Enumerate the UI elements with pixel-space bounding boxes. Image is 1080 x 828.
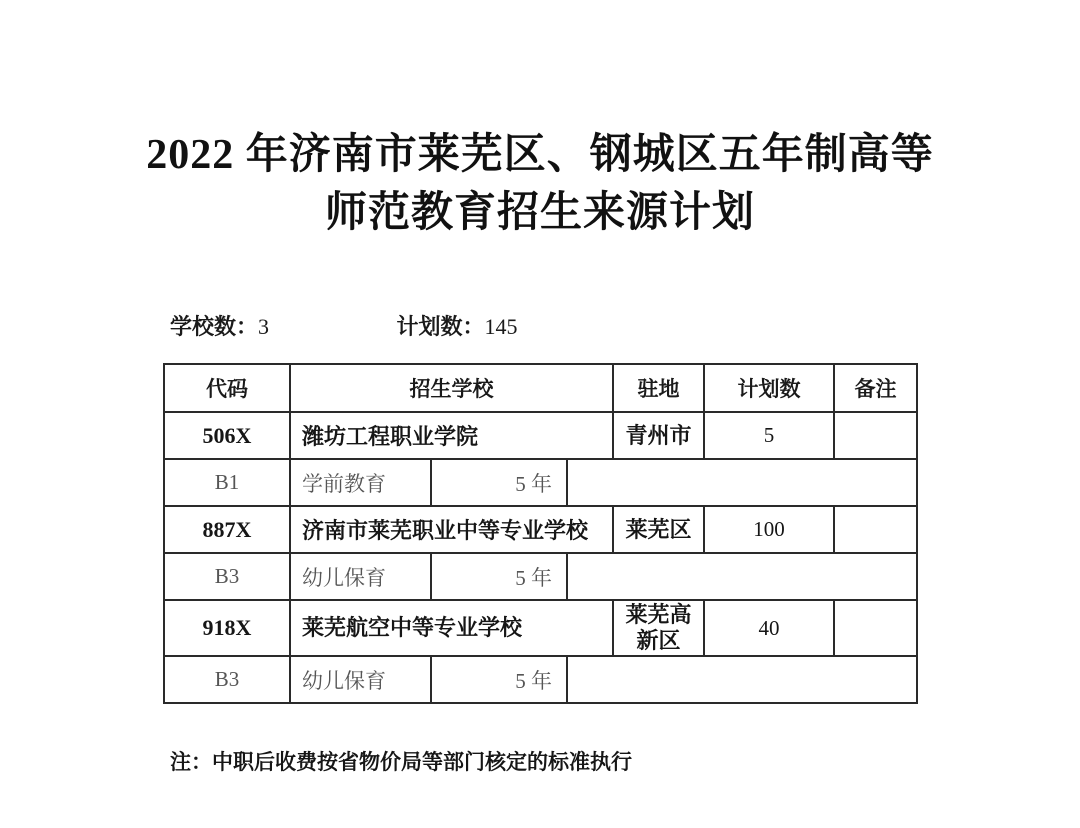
header-code: 代码 xyxy=(164,364,290,412)
table-header-row xyxy=(164,364,917,412)
page-title-line1: 2022 年济南市莱芜区、钢城区五年制高等 xyxy=(146,132,934,178)
plan-cell: 5 xyxy=(704,412,834,459)
school-name-cell: 潍坊工程职业学院 xyxy=(290,412,613,459)
code-cell: 887X xyxy=(164,506,290,553)
empty-cell xyxy=(567,553,917,600)
code-cell: B1 xyxy=(164,459,290,506)
duration-cell: 5 年 xyxy=(431,656,567,703)
table-row xyxy=(164,459,917,506)
table-row xyxy=(164,506,917,553)
plan-cell: 40 xyxy=(704,600,834,656)
location-cell: 青州市 xyxy=(613,412,704,459)
duration-cell: 5 年 xyxy=(431,459,567,506)
plan-count xyxy=(397,314,518,339)
duration-cell: 5 年 xyxy=(431,553,567,600)
table-row xyxy=(164,553,917,600)
school-count-value: 3 xyxy=(258,314,270,339)
page-title-line2: 师范教育招生来源计划 xyxy=(324,190,755,236)
major-name-cell: 学前教育 xyxy=(290,459,431,506)
table-row xyxy=(164,656,917,703)
header-location: 驻地 xyxy=(613,364,704,412)
code-cell: B3 xyxy=(164,656,290,703)
empty-cell xyxy=(567,656,917,703)
location-cell: 莱芜高新区 xyxy=(613,600,704,656)
code-cell: 506X xyxy=(164,412,290,459)
remark-cell xyxy=(834,412,917,459)
plan-count-value: 145 xyxy=(484,314,518,339)
header-remark: 备注 xyxy=(834,364,917,412)
major-name-cell: 幼儿保育 xyxy=(290,656,431,703)
header-plan: 计划数 xyxy=(704,364,834,412)
major-name-cell: 幼儿保育 xyxy=(290,553,431,600)
school-count xyxy=(170,314,269,339)
summary-stats xyxy=(170,310,518,341)
header-school: 招生学校 xyxy=(290,364,613,412)
table-row xyxy=(164,600,917,656)
code-cell: B3 xyxy=(164,553,290,600)
plan-count-label: 计划数： xyxy=(396,314,485,339)
plan-cell: 100 xyxy=(704,506,834,553)
school-name-cell: 济南市莱芜职业中等专业学校 xyxy=(290,506,613,553)
remark-cell xyxy=(834,600,917,656)
footnote: 注：中职后收费按省物价局等部门核定的标准执行 xyxy=(170,750,632,774)
code-cell: 918X xyxy=(164,600,290,656)
remark-cell xyxy=(834,506,917,553)
empty-cell xyxy=(567,459,917,506)
table-row xyxy=(164,412,917,459)
school-name-cell: 莱芜航空中等专业学校 xyxy=(290,600,613,656)
enrollment-plan-table xyxy=(163,363,918,704)
location-cell: 莱芜区 xyxy=(613,506,704,553)
page-title xyxy=(0,126,1080,242)
school-count-label: 学校数： xyxy=(170,314,259,339)
